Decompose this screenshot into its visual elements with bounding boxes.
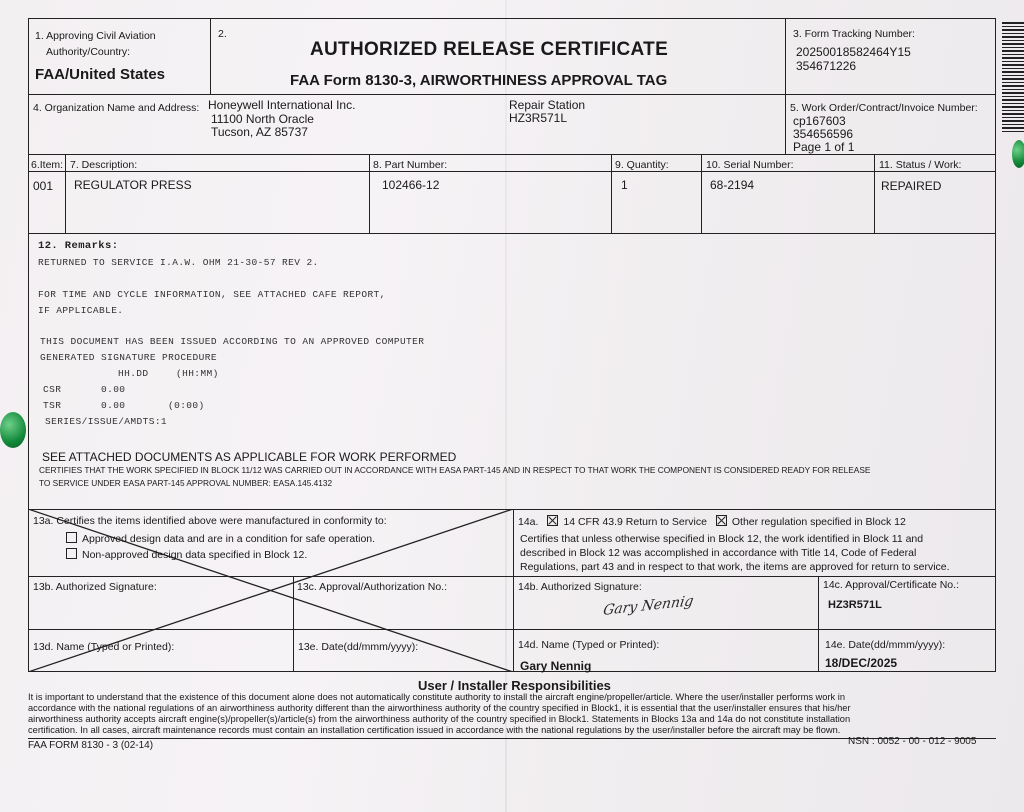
approval-certificate-number: HZ3R571L [828, 599, 882, 611]
responsibilities-line4: certification. In all cases, aircraft maintenance records must contain an installation certification issued in accordance with the national regulations by the user/installer before the aircraft may be flown. [28, 725, 841, 735]
remarks-line: FOR TIME AND CYCLE INFORMATION, SEE ATTACHED CAFE REPORT, [38, 289, 386, 300]
col-description: 7. Description: [70, 159, 138, 171]
remarks-csr-value: 0.00 [101, 384, 126, 395]
approved-design-text: Approved design data and are in a condition for safe operation. [82, 533, 376, 545]
form-title: AUTHORIZED RELEASE CERTIFICATE [310, 39, 669, 60]
item-part-number: 102466-12 [382, 178, 440, 192]
item-description: REGULATOR PRESS [74, 178, 192, 192]
col-item: 6.Item: [31, 159, 64, 171]
remarks-tsr-label: TSR [43, 400, 62, 411]
other-regulation-text: Other regulation specified in Block 12 [731, 516, 906, 528]
authorized-signature: Gary Nennig [601, 593, 695, 619]
org-name: Honeywell International Inc. [208, 98, 356, 112]
other-regulation-checkbox[interactable] [716, 515, 727, 526]
col-serial-number: 10. Serial Number: [706, 159, 794, 171]
remarks-line: GENERATED SIGNATURE PROCEDURE [40, 352, 217, 363]
block13a-option-approved [66, 532, 375, 545]
block14d-label: 14d. Name (Typed or Printed): [518, 639, 660, 651]
repair-station-number: HZ3R571L [509, 111, 568, 125]
block14a-number: 14a. [518, 516, 539, 528]
org-city: Tucson, AZ 85737 [211, 125, 308, 139]
page-count: Page 1 of 1 [793, 140, 855, 154]
block2-label: 2. [218, 28, 227, 40]
form-subtitle: FAA Form 8130-3, AIRWORTHINESS APPROVAL TAG [290, 72, 668, 89]
col-status: 11. Status / Work: [879, 159, 962, 171]
remarks-hhmm: (HH:MM) [176, 368, 219, 379]
remarks-line: THIS DOCUMENT HAS BEEN ISSUED ACCORDING TO AN APPROVED COMPUTER [40, 336, 425, 347]
block13a-label: 13a. Certifies the items identified above were manufactured in conformity to: [33, 515, 387, 527]
approving-authority: FAA/United States [35, 66, 166, 83]
col-part-number: 8. Part Number: [373, 159, 448, 171]
certification-date: 18/DEC/2025 [825, 656, 898, 670]
easa-statement-line1: CERTIFIES THAT THE WORK SPECIFIED IN BLOCK 11/12 WAS CARRIED OUT IN ACCORDANCE WITH EASA PART-145 AND IN RESPECT TO THAT WORK THE COMPONENT IS CONSIDERED READY FOR RELEASE [39, 465, 871, 475]
approved-design-checkbox[interactable] [66, 532, 77, 543]
cfr-return-to-service-checkbox[interactable] [547, 515, 558, 526]
col-quantity: 9. Quantity: [615, 159, 669, 171]
nsn-number: NSN : 0052 - 00 - 012 - 9005 [848, 736, 977, 747]
block3-label: 3. Form Tracking Number: [793, 28, 915, 40]
block1-label-line1: 1. Approving Civil Aviation [35, 30, 156, 42]
tracking-number-line1: 20250018582464Y15 [796, 45, 911, 59]
remarks-line: RETURNED TO SERVICE I.A.W. OHM 21-30-57 REV 2. [38, 257, 319, 268]
responsibilities-line1: It is important to understand that the existence of this document alone does not automatically constitute authority to install the aircraft engine/propeller/article. Where the user/installer performs work in [28, 692, 845, 702]
org-street: 11100 North Oracle [211, 112, 314, 126]
block13c-label: 13c. Approval/Authorization No.: [297, 581, 448, 593]
block13a-option-nonapproved [66, 548, 307, 561]
block13d-label: 13d. Name (Typed or Printed): [33, 641, 175, 653]
form-number: FAA FORM 8130 - 3 (02-14) [28, 740, 154, 751]
item-number: 001 [33, 179, 54, 193]
block14e-label: 14e. Date(dd/mmm/yyyy): [825, 639, 946, 651]
block4-label: 4. Organization Name and Address: [33, 102, 200, 114]
item-status: REPAIRED [881, 179, 942, 193]
block14a-text-line1: Certifies that unless otherwise specified in Block 12, the work identified in Block 11 and [520, 533, 924, 545]
work-order-line2: 354656596 [793, 127, 854, 141]
signer-name: Gary Nennig [520, 659, 592, 673]
block13e-label: 13e. Date(dd/mmm/yyyy): [298, 641, 419, 653]
block14c-label: 14c. Approval/Certificate No.: [823, 579, 959, 591]
block13b-label: 13b. Authorized Signature: [33, 581, 157, 593]
responsibilities-line3: airworthiness authority accepts aircraft engine(s)/propeller(s)/article(s) from the airworthiness authority of the country specified in Block1. Statements in Blocks 13a and 14a do not constitute installation [28, 714, 851, 724]
repair-station-label: Repair Station [509, 98, 586, 112]
remarks-label: 12. Remarks: [38, 240, 119, 252]
nonapproved-design-text: Non-approved design data specified in Block 12. [82, 549, 308, 561]
block14a-text-line2: described in Block 12 was accomplished in accordance with Title 14, Code of Federal [520, 547, 917, 559]
see-attached-documents: SEE ATTACHED DOCUMENTS AS APPLICABLE FOR WORK PERFORMED [42, 450, 457, 464]
green-pushpin-right [1012, 140, 1024, 168]
easa-statement-line2: TO SERVICE UNDER EASA PART-145 APPROVAL NUMBER: EASA.145.4132 [39, 478, 333, 488]
green-pushpin-left [0, 412, 26, 448]
barcode [1002, 22, 1024, 132]
remarks-line: IF APPLICABLE. [38, 305, 124, 316]
remarks-hhdd: HH.DD [118, 368, 149, 379]
remarks-csr-label: CSR [43, 384, 62, 395]
tracking-number-line2: 354671226 [796, 59, 857, 73]
block14b-label: 14b. Authorized Signature: [518, 581, 642, 593]
faa-8130-form [28, 18, 996, 756]
block1-label-line2: Authority/Country: [46, 46, 131, 58]
block14a-text-line3: Regulations, part 43 and in respect to that work, the items are approved for return to service. [520, 561, 950, 573]
item-serial-number: 68-2194 [710, 178, 755, 192]
responsibilities-line2: accordance with the national regulations of an airworthiness authority different than the airworthiness authority of the country specified in Block1, it is essential that the user/installer ensures that his/her [28, 703, 851, 713]
responsibilities-heading: User / Installer Responsibilities [418, 678, 611, 693]
nonapproved-design-checkbox[interactable] [66, 548, 77, 559]
remarks-tsr-time: (0:00) [168, 400, 205, 411]
item-quantity: 1 [621, 178, 628, 192]
remarks-tsr-value: 0.00 [101, 400, 126, 411]
remarks-line: SERIES/ISSUE/AMDTS:1 [45, 416, 168, 427]
cfr-return-to-service-text: 14 CFR 43.9 Return to Service [563, 516, 707, 528]
block5-label: 5. Work Order/Contract/Invoice Number: [790, 102, 978, 114]
block14a-label [518, 515, 906, 528]
work-order-line1: cp167603 [793, 114, 846, 128]
